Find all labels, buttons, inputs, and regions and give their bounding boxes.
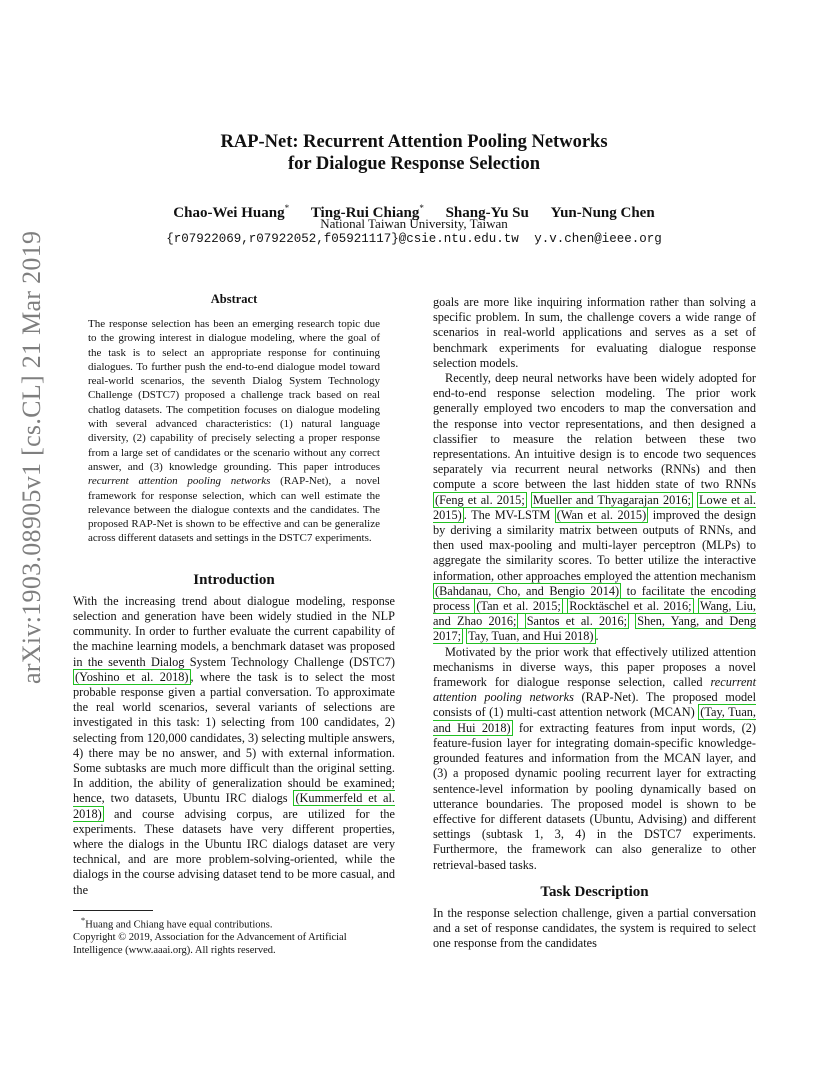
footnote: *Huang and Chiang have equal contributions.: [80, 914, 273, 931]
right-column: [433, 295, 756, 951]
affiliation: National Taiwan University, Taiwan: [320, 216, 508, 231]
task-description-text: In the response selection challenge, given a partial conversation and a set of response candidates, the system is required to select one response from the candidates: [433, 905, 756, 951]
paper-title: [0, 131, 828, 175]
author-1: Chao-Wei Huang*: [173, 203, 290, 221]
introduction-text: With the increasing trend about dialogue modeling, response selection and generation have been widely studied in the NLP community. In order to further evaluate the current capability of the machine learning models, a benchmark dataset was proposed in the seventh Dialog System Technology Challenge (DSTC7) (Yoshino et al. 2018) , where the task is to select the most probable response given a partial conversation. To approximate the real world scenarios, several variants of selections are investigated in this task: 1) selecting from 100 candidates, 2) selecting from 120,000 candidates, 3) selecting multiple answers, 4) there may be no answer, and 5) with external information. Some subtasks are much more difficult than the original setting. In addition, the ability of generalization should be examined; hence, two datasets, Ubuntu IRC dialogs (Kummerfeld et al. 2018) and course advising corpus, are utilized for the experiments. These datasets have very different properties, where the dialogs in the Ubuntu IRC dialogs dataset are very technical, and are more problem-solving-oriented, while the dialogs in the course advising dataset tend to be more casual, and the: [73, 593, 395, 897]
left-column: [73, 292, 395, 957]
citation-link[interactable]: Wang, Liu, and Zhao 2016;: [433, 599, 756, 629]
citation-link[interactable]: Mueller and Thyagarajan 2016;: [532, 492, 691, 507]
citation-link[interactable]: (Wan et al. 2015): [556, 507, 647, 522]
citation-link[interactable]: (Bahdanau, Cho, and Bengio 2014): [435, 583, 620, 598]
citation-link[interactable]: (Tay, Tuan, and Hui 2018): [433, 705, 756, 735]
title-line-2: for Dialogue Response Selection: [288, 154, 540, 174]
citation-link[interactable]: Tay, Tuan, and Hui 2018): [468, 629, 594, 644]
intro-paragraph-continued: goals are more like inquiring information rather than solving a specific problem. In sum, the challenge covers a wide range of scenarios in real-world applications and serves as a set of benchmark experiments for evaluating dialogue response selection models.: [433, 295, 756, 370]
task-description-heading: Task Description: [540, 883, 649, 900]
author-emails: [0, 231, 828, 247]
introduction-heading: Introduction: [193, 571, 275, 588]
citation-link[interactable]: Rocktäschel et al. 2016;: [569, 599, 692, 614]
author-2: Ting-Rui Chiang*: [310, 203, 424, 221]
intro-paragraph-contribution: Motivated by the prior work that effectively utilized attention mechanisms in diverse ways, this paper proposes a novel framework for dialogue response selection, called recurrent attention pooling networks (RAP-Net). The proposed model consists of (1) multi-cast attention network (MCAN) (Tay, Tuan, and Hui 2018) for extracting features from input words, (2) feature-fusion layer for integrating domain-specific knowledge-grounded features and information from the MCAN layer, and (3) a proposed dynamic pooling recurrent layer for extracting sentence-level information by pooling dynamically based on utterance boundaries. The proposed model is shown to be effective for different datasets (Ubuntu, Advising) and different settings (subtask 1, 3, 4) in the DSTC7 experiments. Furthermore, the framework can also generalize to other retrieval-based tasks.: [433, 644, 757, 872]
abstract-text: The response selection has been an emerging research topic due to the growing interest in dialogue modeling, where the goal of the task is to select an appropriate response for continuing dialogues. To further push the end-to-end dialogue model toward real-world scenarios, the seventh Dialog System Technology Challenge (DSTC7) proposed a challenge track based on real chatlog datasets. The competition focuses on dialogue modeling with several advanced characteristics: (1) natural language diversity, (2) capability of precisely selecting a proper response from a large set of candidates or the scenario without any correct answer, and (3) knowledge grounding. This paper introduces recurrent attention pooling networks (RAP-Net), a novel framework for response selection, which can well estimate the relevance between the dialogue contexts and the candidates. The proposed RAP-Net is shown to be effective and can be generalize across different datasets and settings in the DSTC7 experiments.: [88, 318, 381, 545]
email-chen: y.v.chen@ieee.org: [534, 232, 662, 246]
title-line-1: RAP-Net: Recurrent Attention Pooling Networks: [220, 132, 608, 152]
footnote-rule: [73, 910, 153, 911]
citation-link[interactable]: Santos et al. 2016;: [526, 614, 628, 629]
intro-paragraph-related-work: Recently, deep neural networks have been widely adopted for end-to-end response selection modeling. The prior work generally employed two encoders to map the conversation and the response into vector representations, and then designed a classifier to measure the relation between these two representations. An intuitive design is to encode two sequences separately via recurrent neural networks (RNNs) and then compute a score between the last hidden state of two RNNs (Feng et al. 2015; Mueller and Thyagarajan 2016; Lowe et al. 2015) . The MV-LSTM (Wan et al. 2015) improved the design by deriving a similarity matrix between outputs of RNNs, and then used max-pooling and multi-layer perceptron (MLPs) to aggregate the similarity scores. To better utilize the interactive information, other approaches employed the attention mechanism (Bahdanau, Cho, and Bengio 2014) to facilitate the encoding process (Tan et al. 2015; Rocktäschel et al. 2016; Wang, Liu, and Zhao 2016; Santos et al. 2016; Shen, Yang, and Deng 2017; Tay, Tuan, and Hui 2018) .: [433, 371, 757, 644]
citation-link[interactable]: (Kummerfeld et al. 2018): [73, 791, 395, 821]
email-group: {r07922069,r07922052,f05921117}@csie.ntu.edu.tw: [166, 232, 519, 246]
citation-link[interactable]: (Yoshino et al. 2018): [75, 669, 189, 684]
citation-link[interactable]: (Tan et al. 2015;: [476, 599, 561, 614]
author-3: Shang-Yu Su: [445, 205, 529, 221]
citation-link[interactable]: Shen, Yang, and Deng 2017;: [433, 614, 757, 644]
arxiv-stamp: arXiv:1903.08905v1 [cs.CL] 21 Mar 2019: [17, 230, 46, 684]
citation-link[interactable]: Lowe et al. 2015): [433, 492, 757, 522]
citation-link[interactable]: (Feng et al. 2015;: [435, 492, 525, 507]
author-4: Yun-Nung Chen: [550, 205, 655, 221]
copyright-notice: Copyright © 2019, Association for the Advancement of Artificial Intelligence (www.aaai.org). All rights reserved.: [73, 932, 347, 957]
abstract-heading: Abstract: [210, 292, 258, 306]
